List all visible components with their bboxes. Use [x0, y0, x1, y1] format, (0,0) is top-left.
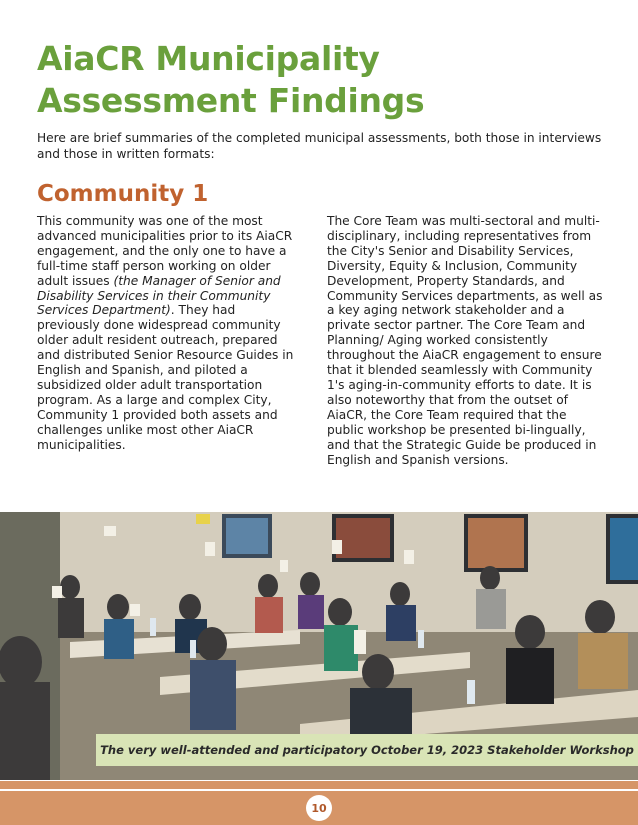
footer-divider	[0, 789, 638, 791]
title-line-2: Assessment Findings	[37, 81, 425, 120]
title-line-1: AiaCR Municipality	[37, 39, 380, 78]
page-number: 10	[306, 795, 332, 821]
left-text-italic: (the Manager of Senior and Disability Services in their Community Services Department)	[37, 273, 281, 318]
photo-caption-box	[96, 734, 638, 766]
left-text-end: . They had previously done widespread community older adult resident outreach, prepared and distributed Senior Resource Guides in English and Spanish, and piloted a subsidized older adult transportation program. As a large and complex City, Community 1 provided both assets and challenges unlike most other AiaCR municipalities.	[37, 303, 294, 452]
left-text-start: This community was one of the most advanced municipalities prior to its AiaCR engagement, and the only one to have a full-time staff person working on older adult issues	[37, 214, 293, 288]
right-column-text: The Core Team was multi-sectoral and multi-disciplinary, including representatives from the City's Senior and Disability Services, Diversity, Equity & Inclusion, Community Development, Property Standards, and Community Services departments, as well as a key aging network stakeholder and a private sector partner. The Core Team and Planning/ Aging worked consistently throughout the AiaCR engagement to ensure that it blended seamlessly with Community 1's aging-in-community efforts to date. It is also noteworthy that from the outset of AiaCR, the Core Team required that the public workshop be presented bi-lingually, and that the Strategic Guide be produced in English and Spanish versions.	[327, 214, 603, 467]
intro-paragraph: Here are brief summaries of the completed municipal assessments, both those in interviews and those in written formats:	[37, 131, 602, 161]
section-heading: Community 1	[37, 181, 209, 207]
left-column-text	[37, 214, 299, 453]
page-title	[37, 38, 617, 122]
photo-caption: The very well-attended and participatory October 19, 2023 Stakeholder Workshop	[100, 743, 634, 757]
